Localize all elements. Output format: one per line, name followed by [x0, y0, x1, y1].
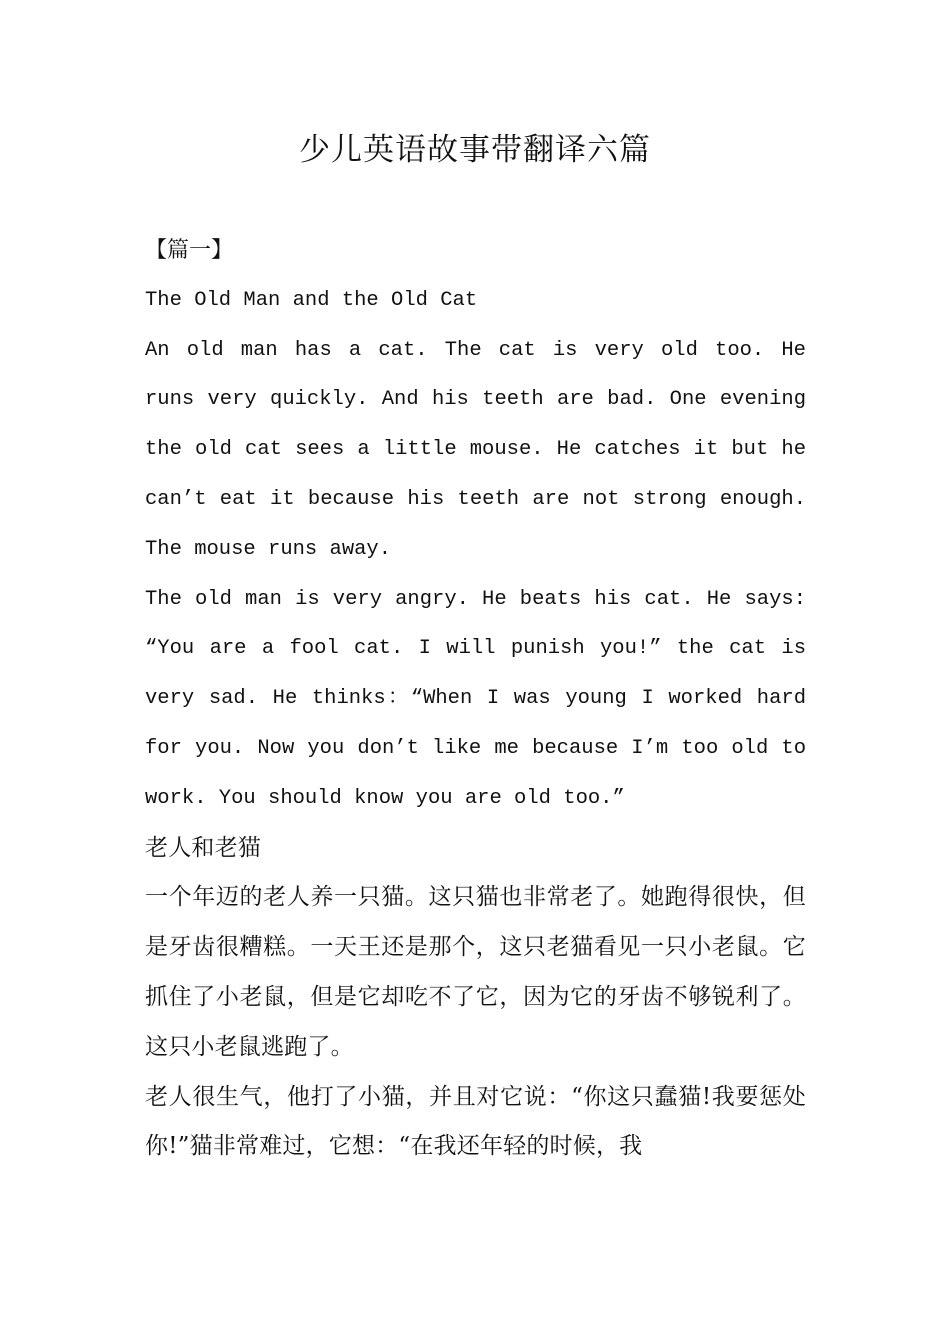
- story-title-english: The Old Man and the Old Cat: [145, 288, 478, 312]
- document-title: 少儿英语故事带翻译六篇: [299, 132, 651, 168]
- paragraph-english-2: The old man is very angry. He beats his cat. He says: “You are a fool cat. I will punish you!” the cat is very sad. He thinks：“When I was young I worked hard for you. Now you don’t like me because I’m too old to work. You should know you are old too.”: [145, 587, 806, 810]
- paragraph-chinese-2: 老人很生气，他打了小猫，并且对它说：“你这只蠢猫!我要惩处你!”猫非常难过，它想：“在我还年轻的时候，我: [145, 1083, 806, 1160]
- section-label: 【篇一】: [145, 238, 234, 263]
- document-body: [145, 226, 806, 1172]
- story-title-chinese: 老人和老猫: [145, 834, 261, 861]
- paragraph-chinese-1: 一个年迈的老人养一只猫。这只猫也非常老了。她跑得很快，但是牙齿很糟糕。一天王还是那个，这只老猫看见一只小老鼠。它抓住了小老鼠，但是它却吃不了它，因为它的牙齿不够锐利了。这只小老鼠逃跑了。: [145, 884, 806, 1060]
- paragraph-english-1: An old man has a cat. The cat is very old too. He runs very quickly. And his teeth are bad. One evening the old cat sees a little mouse. He catches it but he can’t eat it because his teeth are not strong enough. The mouse runs away.: [145, 338, 806, 561]
